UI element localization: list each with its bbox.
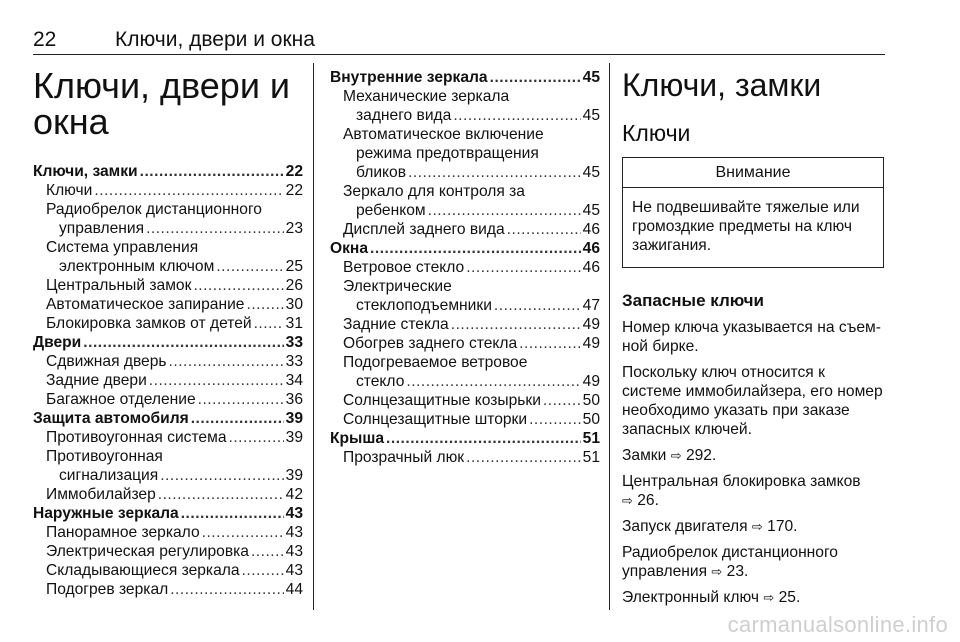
ref-central-locking[interactable]: Центральная блокировка замков ⇨ 26. <box>622 473 861 509</box>
toc-entry-power-windows-line1: Электрические <box>343 278 452 295</box>
arrow-icon: ⇨ <box>711 564 723 579</box>
section-title: Ключи, замки <box>622 67 822 103</box>
toc-entry-alarm[interactable]: сигнализация ..... 39 <box>33 466 303 485</box>
column-divider-1 <box>313 63 314 610</box>
toc-entry-central-lock[interactable]: Центральный замок ..... 26 <box>33 276 303 295</box>
toc-entry-load-compartment[interactable]: Багажное отделение ..... 36 <box>33 390 303 409</box>
ref-locks[interactable]: Замки ⇨ 292. <box>622 447 717 464</box>
content-column <box>622 68 884 607</box>
toc-entry-antidazzle-line2: режима предотвращения <box>356 145 539 162</box>
arrow-icon: ⇨ <box>670 448 682 463</box>
toc-entry-heated-windscreen[interactable]: стекло ..... 49 <box>330 372 600 391</box>
toc-entry-doors[interactable]: Двери ..... 33 <box>33 333 303 352</box>
toc-entry-power-windows[interactable]: стеклоподъемники ..... 47 <box>330 296 600 315</box>
toc-entry-alarm-line1: Противоугонная <box>46 448 163 465</box>
toc-entry-panoramic-mirror[interactable]: Панорамное зеркало ..... 43 <box>33 523 303 542</box>
column-divider-2 <box>609 63 610 610</box>
toc-entry-heated-mirrors[interactable]: Подогрев зеркал ..... 44 <box>33 580 303 599</box>
paragraph-key-number: Номер ключа указывается на съем-ной бирке. <box>622 319 881 355</box>
toc-entry-windows[interactable]: Окна ..... 46 <box>330 239 600 258</box>
toc-entry-vehicle-security[interactable]: Защита автомобиля ..... 39 <box>33 409 303 428</box>
toc-entry-keys[interactable]: Ключи ..... 22 <box>33 181 303 200</box>
toc-entry-windscreen[interactable]: Ветровое стекло ..... 46 <box>330 258 600 277</box>
spare-keys-heading: Запасные ключи <box>622 291 764 310</box>
warning-title: Внимание <box>623 158 883 188</box>
toc-entry-child-mirror[interactable]: ребенком ..... 45 <box>330 201 600 220</box>
toc-list <box>33 162 303 599</box>
toc-entry-sunblinds[interactable]: Солнцезащитные шторки ..... 50 <box>330 410 600 429</box>
paragraph-immobiliser: Поскольку ключ относится к системе иммобилайзера, его номер необходимо указать при заказе запасных ключей. <box>622 364 883 438</box>
toc-entry-rear-windows[interactable]: Задние стекла ..... 49 <box>330 315 600 334</box>
toc-list-2 <box>330 68 600 467</box>
warning-body: Не подвешивайте тяжелые или громоздкие предметы на ключ зажигания. <box>632 199 860 254</box>
ref-engine-start[interactable]: Запуск двигателя ⇨ 170. <box>622 518 798 535</box>
toc-entry-rear-display[interactable]: Дисплей заднего вида ..... 46 <box>330 220 600 239</box>
toc-entry-sliding-door[interactable]: Сдвижная дверь ..... 33 <box>33 352 303 371</box>
toc-entry-heated-windscreen-line1: Подогреваемое ветровое <box>343 354 528 371</box>
toc-entry-remote[interactable]: управления ..... 23 <box>33 219 303 238</box>
toc-entry-remote-line1: Радиобрелок дистанционного <box>46 201 262 218</box>
toc-entry-interior-mirrors[interactable]: Внутренние зеркала ..... 45 <box>330 68 600 87</box>
toc-entry-child-lock[interactable]: Блокировка замков от детей ..... 31 <box>33 314 303 333</box>
toc-entry-sun-visors[interactable]: Солнцезащитные козырьки ..... 50 <box>330 391 600 410</box>
arrow-icon: ⇨ <box>751 519 763 534</box>
toc-entry-manual-mirrors-line1: Механические зеркала <box>343 88 510 105</box>
toc-column-2 <box>330 68 600 467</box>
toc-entry-roof[interactable]: Крыша ..... 51 <box>330 429 600 448</box>
toc-entry-child-mirror-line1: Зеркало для контроля за <box>343 183 525 200</box>
toc-entry-ekey-line1: Система управления <box>46 239 199 256</box>
page-number: 22 <box>33 28 57 51</box>
subsection-title: Ключи <box>622 120 691 146</box>
toc-column-1 <box>33 65 303 599</box>
arrow-icon: ⇨ <box>622 493 633 508</box>
toc-entry-antitheft[interactable]: Противоугонная система ..... 39 <box>33 428 303 447</box>
header-rule <box>33 54 885 55</box>
chapter-title: Ключи, двери и окна <box>33 65 291 142</box>
toc-entry-antidazzle[interactable]: бликов ..... 45 <box>330 163 600 182</box>
toc-entry-ekey[interactable]: электронным ключом ..... 25 <box>33 257 303 276</box>
toc-entry-manual-mirrors[interactable]: заднего вида ..... 45 <box>330 106 600 125</box>
watermark: carmanualsonline.info <box>727 612 948 637</box>
toc-entry-rear-doors[interactable]: Задние двери ..... 34 <box>33 371 303 390</box>
running-title: Ключи, двери и окна <box>115 28 315 51</box>
toc-entry-immobiliser[interactable]: Иммобилайзер ..... 42 <box>33 485 303 504</box>
toc-entry-electric-adjust[interactable]: Электрическая регулировка ..... 43 <box>33 542 303 561</box>
toc-entry-exterior-mirrors[interactable]: Наружные зеркала ..... 43 <box>33 504 303 523</box>
ref-remote-control[interactable]: Радиобрелок дистанционного управления ⇨ 23. <box>622 544 838 580</box>
toc-entry-auto-lock[interactable]: Автоматическое запирание ..... 30 <box>33 295 303 314</box>
arrow-icon: ⇨ <box>763 590 775 605</box>
ref-electronic-key[interactable]: Электронный ключ ⇨ 25. <box>622 589 801 606</box>
toc-entry-antidazzle-line1: Автоматическое включение <box>343 126 544 143</box>
toc-entry-keys-locks[interactable]: Ключи, замки ..... 22 <box>33 162 303 181</box>
toc-entry-folding-mirrors[interactable]: Складывающиеся зеркала ..... 43 <box>33 561 303 580</box>
toc-entry-sunroof[interactable]: Прозрачный люк ..... 51 <box>330 448 600 467</box>
warning-box <box>622 157 884 268</box>
toc-entry-heated-rear-window[interactable]: Обогрев заднего стекла ..... 49 <box>330 334 600 353</box>
